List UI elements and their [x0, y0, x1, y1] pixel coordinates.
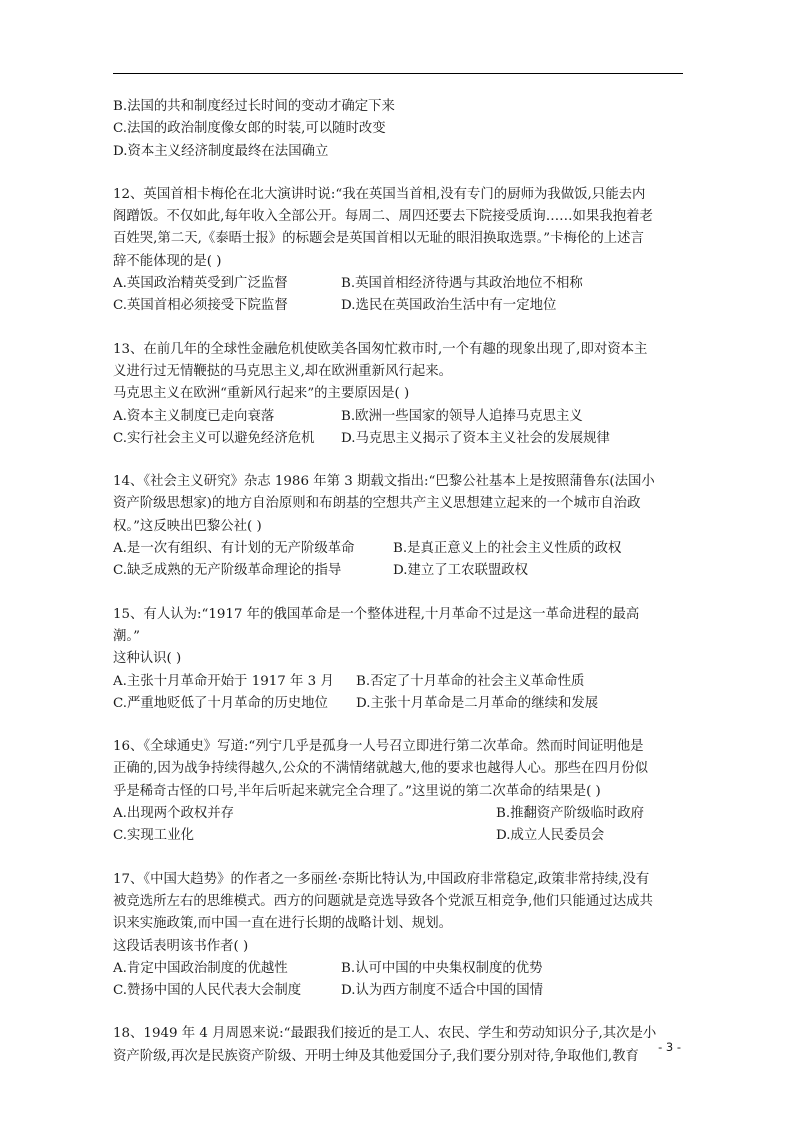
option-a: A.主张十月革命开始于 1917 年 3 月	[113, 673, 334, 689]
question-stem-line: 资产阶级,再次是民族资产阶级、开明士绅及其他爱国分子,我们要分别对待,争取他们,教育	[113, 1048, 639, 1064]
option-d: D.马克思主义揭示了资本主义社会的发展规律	[341, 430, 610, 446]
option-a: A.出现两个政权并存	[113, 806, 235, 822]
question-stem-line: 辞不能体现的是( )	[113, 253, 222, 269]
option-a: A.英国政治精英受到广泛监督	[113, 276, 288, 292]
option-a: A.资本主义制度已走向衰落	[113, 408, 275, 424]
option-b: B.认可中国的中央集权制度的优势	[341, 960, 543, 976]
option-c: C.缺乏成熟的无产阶级革命理论的指导	[113, 563, 342, 579]
option-row	[113, 825, 685, 847]
prev-options	[113, 96, 685, 163]
option-row	[113, 428, 685, 450]
option-d: D.成立人民委员会	[496, 828, 605, 844]
option-c: C.实行社会主义可以避免经济危机	[113, 430, 315, 446]
question-stem-line: 识来实施政策,而中国一直在进行长期的战略计划、规划。	[113, 916, 453, 932]
question-18	[113, 1023, 685, 1068]
option-row	[113, 538, 685, 560]
option-row	[113, 406, 685, 428]
option-b: B.欧洲一些国家的领导人追捧马克思主义	[341, 408, 583, 424]
question-stem-line: 15、有人认为:“1917 年的俄国革命是一个整体进程,十月革命不过是这一革命进程的最高	[113, 606, 640, 622]
option-c: C.赞扬中国的人民代表大会制度	[113, 983, 302, 999]
question-14	[113, 471, 685, 582]
option-b: B.推翻资产阶级临时政府	[496, 806, 645, 822]
question-12	[113, 184, 685, 318]
question-stem-line: 14、《社会主义研究》杂志 1986 年第 3 期载文指出:“巴黎公社基本上是按照蒲鲁东(法国小	[113, 474, 655, 490]
question-stem-line: 潮。”	[113, 628, 140, 644]
option-a: A.肯定中国政治制度的优越性	[113, 960, 288, 976]
option-c: C.实现工业化	[113, 828, 194, 844]
document-body	[113, 96, 685, 1068]
option-b: B.是真正意义上的社会主义性质的政权	[393, 541, 622, 557]
question-stem-line: 这种认识( )	[113, 651, 182, 667]
option-line: B.法国的共和制度经过长时间的变动才确定下来	[113, 99, 395, 114]
question-stem-line: 阁蹭饭。不仅如此,每年收入全部公开。每周二、周四还要去下院接受质询……如果我抱着老	[113, 209, 653, 225]
question-17	[113, 869, 685, 1003]
option-b: B.英国首相经济待遇与其政治地位不相称	[341, 276, 583, 292]
question-stem-line: 13、在前几年的全球性金融危机使欧美各国匆忙救市时,一个有趣的现象出现了,即对资本主	[113, 341, 648, 357]
question-stem-line: 义进行过无情鞭挞的马克思主义,却在欧洲重新风行起来。	[113, 363, 453, 379]
option-c: C.英国首相必须接受下院监督	[113, 298, 288, 314]
option-row	[113, 958, 685, 980]
question-stem-line: 权。”这反映出巴黎公社( )	[113, 518, 262, 534]
option-d: D.主张十月革命是二月革命的继续和发展	[356, 695, 599, 711]
option-row	[113, 693, 685, 715]
question-stem-line: 16、《全球通史》写道:“列宁几乎是孤身一人号召立即进行第二次革命。然而时间证明他是	[113, 739, 644, 755]
option-row	[113, 803, 685, 825]
question-stem-line: 马克思主义在欧洲“重新风行起来”的主要原因是( )	[113, 386, 410, 402]
option-row	[113, 273, 685, 295]
option-d: D.选民在英国政治生活中有一定地位	[341, 298, 557, 314]
page-number: - 3 -	[658, 1040, 681, 1054]
option-d: D.认为西方制度不适合中国的国情	[341, 983, 543, 999]
option-line: C.法国的政治制度像女郎的时装,可以随时改变	[113, 121, 386, 137]
question-stem-line: 12、英国首相卡梅伦在北大演讲时说:“我在英国当首相,没有专门的厨师为我做饭,只能去内	[113, 186, 646, 202]
question-13	[113, 339, 685, 450]
option-line: D.资本主义经济制度最终在法国确立	[113, 143, 329, 159]
question-15	[113, 604, 685, 715]
option-row	[113, 980, 685, 1002]
question-stem-line: 资产阶级思想家)的地方自治原则和布朗基的空想共产主义思想建立起来的一个城市自治政	[113, 496, 641, 512]
question-16	[113, 736, 685, 847]
option-c: C.严重地贬低了十月革命的历史地位	[113, 695, 328, 711]
option-row	[113, 560, 685, 582]
option-d: D.建立了工农联盟政权	[393, 563, 529, 579]
question-stem-line: 乎是稀奇古怪的口号,半年后听起来就完全合理了。”这里说的第二次革命的结果是( )	[113, 783, 601, 799]
question-stem-line: 被竞选所左右的思维模式。西方的问题就是竞选导致各个党派互相竞争,他们只能通过达成共	[113, 893, 653, 909]
question-stem-line: 17、《中国大趋势》的作者之一多丽丝·奈斯比特认为,中国政府非常稳定,政策非常持续,没有	[113, 871, 650, 887]
header-rule	[113, 73, 683, 74]
option-row	[113, 295, 685, 317]
question-stem-line: 这段话表明该书作者( )	[113, 938, 249, 954]
question-stem-line: 18、1949 年 4 月周恩来说:“最跟我们接近的是工人、农民、学生和劳动知识分子,其次是小	[113, 1026, 657, 1042]
option-row	[113, 671, 685, 693]
question-stem-line: 百姓哭,第二天,《泰晤士报》的标题会是英国首相以无耻的眼泪换取选票。”卡梅伦的上述言	[113, 231, 644, 247]
question-stem-line: 正确的,因为战争持续得越久,公众的不满情绪就越大,他的要求也越得人心。那些在四月份似	[113, 761, 649, 777]
option-a: A.是一次有组织、有计划的无产阶级革命	[113, 541, 355, 557]
option-b: B.否定了十月革命的社会主义革命性质	[356, 673, 585, 689]
